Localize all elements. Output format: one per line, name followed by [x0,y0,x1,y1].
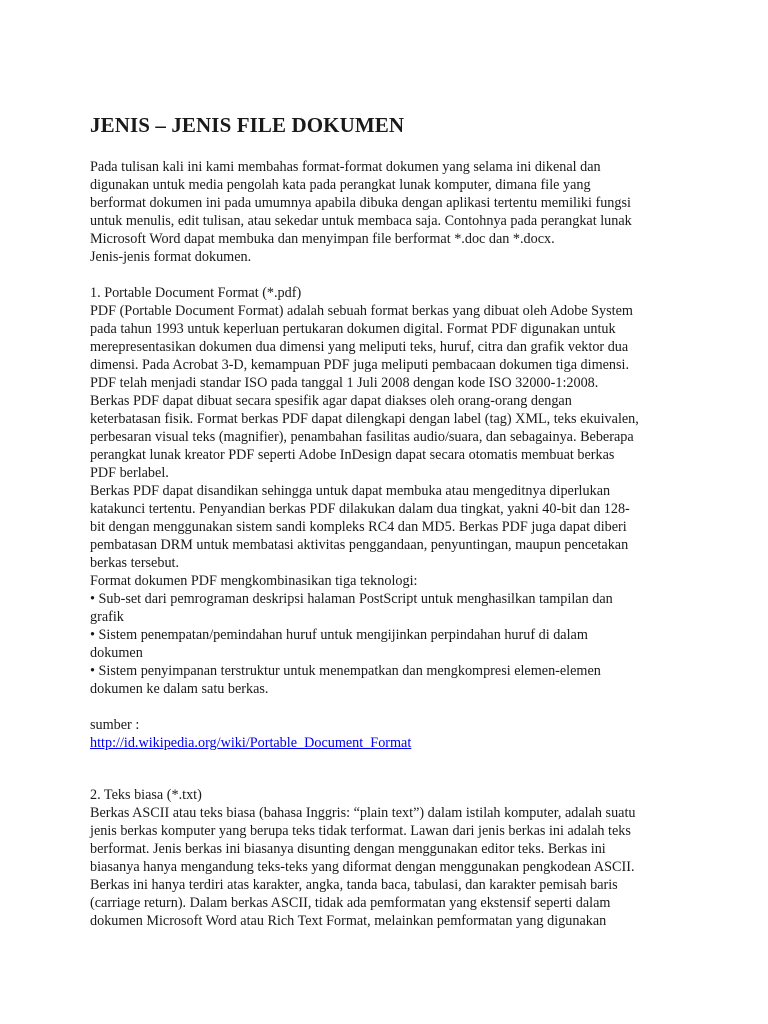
section-heading: 2. Teks biasa (*.txt) [90,787,202,803]
text-line: PDF (Portable Document Format) adalah sebuah format berkas yang dibuat oleh Adobe System [90,303,633,319]
text-line: keterbatasan fisik. Format berkas PDF dapat dilengkapi dengan label (tag) XML, teks ekuivalen, [90,411,639,427]
text-line: pada tahun 1993 untuk keperluan pertukaran dokumen digital. Format PDF digunakan untuk [90,321,616,337]
source-link[interactable]: http://id.wikipedia.org/wiki/Portable_Document_Format [90,735,412,751]
document-page [90,112,680,930]
text-line: • Sub-set dari pemrograman deskripsi halaman PostScript untuk menghasilkan tampilan dan [90,591,613,607]
list-item [90,662,680,698]
text-line: bit dengan menggunakan sistem sandi kompleks RC4 dan MD5. Berkas PDF juga dapat diberi [90,519,627,535]
pdf-paragraph-2 [90,392,680,482]
txt-section [90,786,680,930]
text-line: Pada tulisan kali ini kami membahas format-format dokumen yang selama ini dikenal dan [90,159,601,175]
text-line: Microsoft Word dapat membuka dan menyimpan file berformat *.doc dan *.docx. [90,231,555,247]
text-line: perbesaran visual teks (magnifier), penambahan fasilitas audio/suara, dan sebagainya. Beberapa [90,429,634,445]
text-line: • Sistem penempatan/pemindahan huruf untuk mengijinkan perpindahan huruf di dalam [90,627,588,643]
text-line: Berkas PDF dapat disandikan sehingga untuk dapat membuka atau mengeditnya diperlukan [90,483,611,499]
text-line: Berkas ini hanya terdiri atas karakter, angka, tanda baca, tabulasi, dan karakter pemisah baris [90,877,618,893]
pdf-paragraph-3 [90,482,680,572]
text-line: grafik [90,609,124,625]
text-line: perangkat lunak kreator PDF seperti Adobe InDesign dapat secara otomatis membuat berkas [90,447,615,463]
text-line: Berkas PDF dapat dibuat secara spesifik agar dapat diakses oleh orang-orang dengan [90,393,572,409]
text-line: jenis berkas komputer yang berupa teks tidak terformat. Lawan dari jenis berkas ini adalah teks [90,823,631,839]
section-heading: 1. Portable Document Format (*.pdf) [90,285,302,301]
list-item [90,590,680,626]
pdf-section [90,284,680,752]
spacer [90,266,680,284]
bullet-list [90,590,680,698]
text-line: digunakan untuk media pengolah kata pada perangkat lunak komputer, dimana file yang [90,177,591,193]
text-line: (carriage return). Dalam berkas ASCII, tidak ada pemformatan yang ekstensif seperti dalam [90,895,611,911]
source-label: sumber : [90,717,140,733]
text-line: dimensi. Pada Acrobat 3-D, kemampuan PDF juga meliputi pembacaan dokumen tiga dimensi. [90,357,630,373]
list-item [90,626,680,662]
text-line: dokumen Microsoft Word atau Rich Text Format, melainkan pemformatan yang digunakan [90,913,607,929]
text-line: PDF berlabel. [90,465,169,481]
text-line: katakunci tertentu. Penyandian berkas PDF dilakukan dalam dua tingkat, yakni 40-bit dan 128- [90,501,630,517]
text-line: Jenis-jenis format dokumen. [90,249,252,265]
text-line: dokumen [90,645,143,661]
text-line: merepresentasikan dokumen dua dimensi yang meliputi teks, huruf, citra dan grafik vektor dua [90,339,629,355]
text-line: pembatasan DRM untuk membatasi aktivitas penggandaan, penyuntingan, maupun pencetakan [90,537,629,553]
text-line: berkas tersebut. [90,555,180,571]
text-line: berformat. Jenis berkas ini biasanya disunting dengan menggunakan editor teks. Berkas ini [90,841,606,857]
spacer [90,752,680,786]
spacer [90,698,680,716]
text-line: • Sistem penyimpanan terstruktur untuk menempatkan dan mengkompresi elemen-elemen [90,663,601,679]
text-line: PDF telah menjadi standar ISO pada tanggal 1 Juli 2008 dengan kode ISO 32000-1:2008. [90,375,599,391]
txt-paragraph-1 [90,804,680,930]
text-line: berformat dokumen ini pada umumnya apabila dibuka dengan aplikasi tertentu memiliki fungsi [90,195,631,211]
document-title: JENIS – JENIS FILE DOKUMEN [90,113,405,137]
text-line: Berkas ASCII atau teks biasa (bahasa Inggris: “plain text”) dalam istilah komputer, adalah suatu [90,805,636,821]
intro-paragraph [90,158,680,266]
pdf-paragraph-1 [90,302,680,392]
text-line: untuk menulis, edit tulisan, atau sekedar untuk membaca saja. Contohnya pada perangkat lunak [90,213,632,229]
text-line: dokumen ke dalam satu berkas. [90,681,269,697]
tech-intro: Format dokumen PDF mengkombinasikan tiga teknologi: [90,573,418,589]
text-line: biasanya hanya mengandung teks-teks yang diformat dengan menggunakan pengkodean ASCII. [90,859,635,875]
